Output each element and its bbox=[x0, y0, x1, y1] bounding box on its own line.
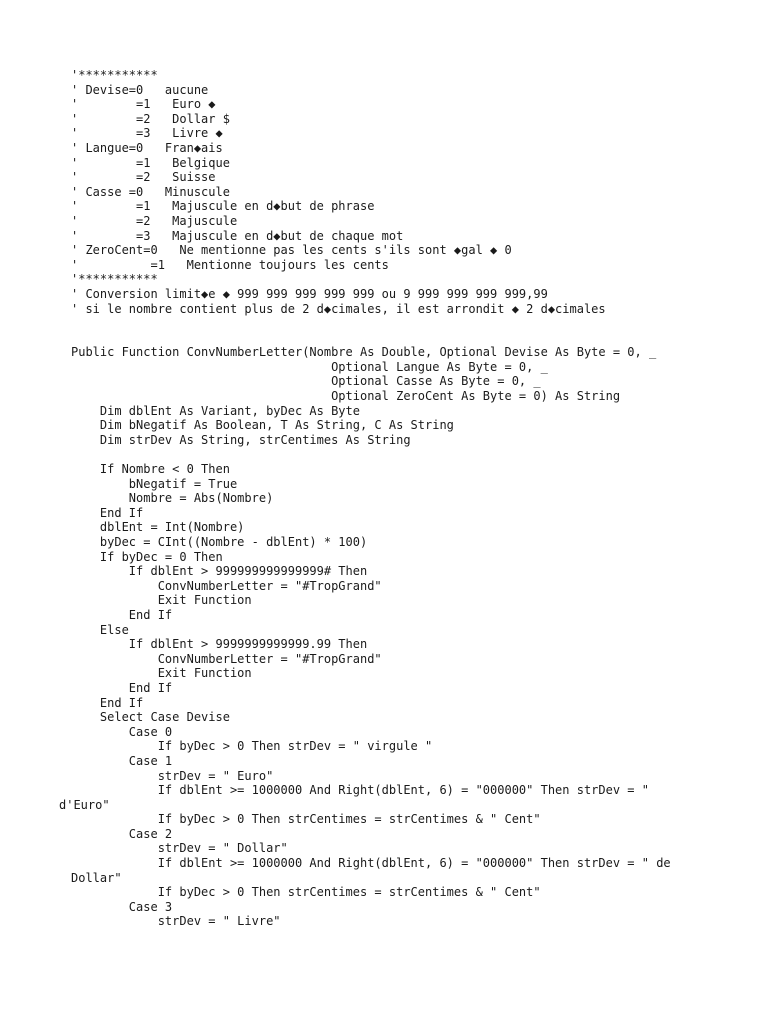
code-line: End If bbox=[71, 695, 144, 710]
code-line: ' Devise=0 aucune bbox=[71, 82, 209, 97]
code-line: If dblEnt >= 1000000 And Right(dblEnt, 6) = "000000" Then strDev = " bbox=[71, 783, 657, 798]
code-line bbox=[71, 331, 751, 346]
code-line: strDev = " Dollar" bbox=[71, 841, 288, 856]
code-line: If byDec > 0 Then strDev = " virgule " bbox=[71, 739, 433, 754]
code-line: ' =3 Livre ◆ bbox=[71, 126, 223, 141]
code-line: dblEnt = Int(Nombre) bbox=[71, 520, 245, 535]
code-line: If byDec > 0 Then strCentimes = strCentimes & " Cent" bbox=[71, 812, 541, 827]
code-line: Optional Langue As Byte = 0, _ bbox=[71, 359, 548, 374]
code-line: ConvNumberLetter = "#TropGrand" bbox=[71, 651, 382, 666]
code-line: '*********** bbox=[71, 68, 158, 82]
code-line: ConvNumberLetter = "#TropGrand" bbox=[71, 578, 382, 593]
code-line: If dblEnt >= 1000000 And Right(dblEnt, 6) = "000000" Then strDev = " de bbox=[71, 856, 671, 871]
code-line: bNegatif = True bbox=[71, 476, 238, 491]
code-line: strDev = " Euro" bbox=[71, 768, 274, 783]
code-line: Else bbox=[71, 622, 129, 637]
code-line: If byDec > 0 Then strCentimes = strCentimes & " Cent" bbox=[71, 885, 541, 900]
code-line: ' =2 Dollar $ bbox=[71, 111, 230, 126]
code-line: ' Casse =0 Minuscule bbox=[71, 184, 230, 199]
code-line: End If bbox=[71, 680, 173, 695]
code-line: Dollar" bbox=[71, 870, 122, 885]
code-line: If Nombre < 0 Then bbox=[71, 462, 230, 477]
code-line: Public Function ConvNumberLetter(Nombre As Double, Optional Devise As Byte = 0, _ bbox=[71, 345, 657, 360]
code-line: Case 0 bbox=[71, 724, 173, 739]
code-line: ' =1 Belgique bbox=[71, 155, 230, 170]
code-line: If dblEnt > 999999999999999# Then bbox=[71, 564, 368, 579]
code-line: Case 1 bbox=[71, 753, 173, 768]
code-line: Dim dblEnt As Variant, byDec As Byte bbox=[71, 403, 360, 418]
code-line: If dblEnt > 9999999999999.99 Then bbox=[71, 637, 368, 652]
code-line bbox=[71, 316, 751, 331]
code-line bbox=[71, 447, 751, 462]
code-line: d'Euro" bbox=[59, 797, 110, 812]
code-line: ' =2 Suisse bbox=[71, 170, 216, 185]
code-line: End If bbox=[71, 505, 144, 520]
code-line: Exit Function bbox=[71, 666, 252, 681]
code-line: Optional Casse As Byte = 0, _ bbox=[71, 374, 541, 389]
code-line: ' =1 Majuscule en d◆but de phrase bbox=[71, 199, 375, 214]
code-line: Optional ZeroCent As Byte = 0) As String bbox=[71, 389, 621, 404]
code-line: byDec = CInt((Nombre - dblEnt) * 100) bbox=[71, 535, 368, 549]
code-line: ' =1 Euro ◆ bbox=[71, 97, 216, 112]
code-line: End If bbox=[71, 607, 173, 622]
code-line: Select Case Devise bbox=[71, 710, 230, 725]
code-line: Case 2 bbox=[71, 826, 173, 841]
code-line: Case 3 bbox=[71, 899, 173, 914]
code-line: ' ZeroCent=0 Ne mentionne pas les cents s'ils sont ◆gal ◆ 0 bbox=[71, 243, 512, 258]
code-line: ' =1 Mentionne toujours les cents bbox=[71, 257, 389, 272]
code-line: Dim bNegatif As Boolean, T As String, C As String bbox=[71, 418, 454, 433]
code-line: ' =3 Majuscule en d◆but de chaque mot bbox=[71, 228, 404, 243]
code-line: Exit Function bbox=[71, 593, 252, 608]
code-line: '*********** bbox=[71, 272, 158, 287]
code-listing bbox=[59, 68, 751, 929]
code-line: strDev = " Livre" bbox=[71, 914, 281, 929]
code-line: ' =2 Majuscule bbox=[71, 213, 238, 228]
code-line: Dim strDev As String, strCentimes As String bbox=[71, 432, 411, 447]
code-line: ' Conversion limit◆e ◆ 999 999 999 999 999 ou 9 999 999 999 999,99 bbox=[71, 286, 548, 301]
code-line: ' si le nombre contient plus de 2 d◆cimales, il est arrondit ◆ 2 d◆cimales bbox=[71, 301, 606, 316]
code-line: If byDec = 0 Then bbox=[71, 549, 223, 564]
code-line: ' Langue=0 Fran◆ais bbox=[71, 140, 223, 155]
code-line: Nombre = Abs(Nombre) bbox=[71, 491, 274, 506]
